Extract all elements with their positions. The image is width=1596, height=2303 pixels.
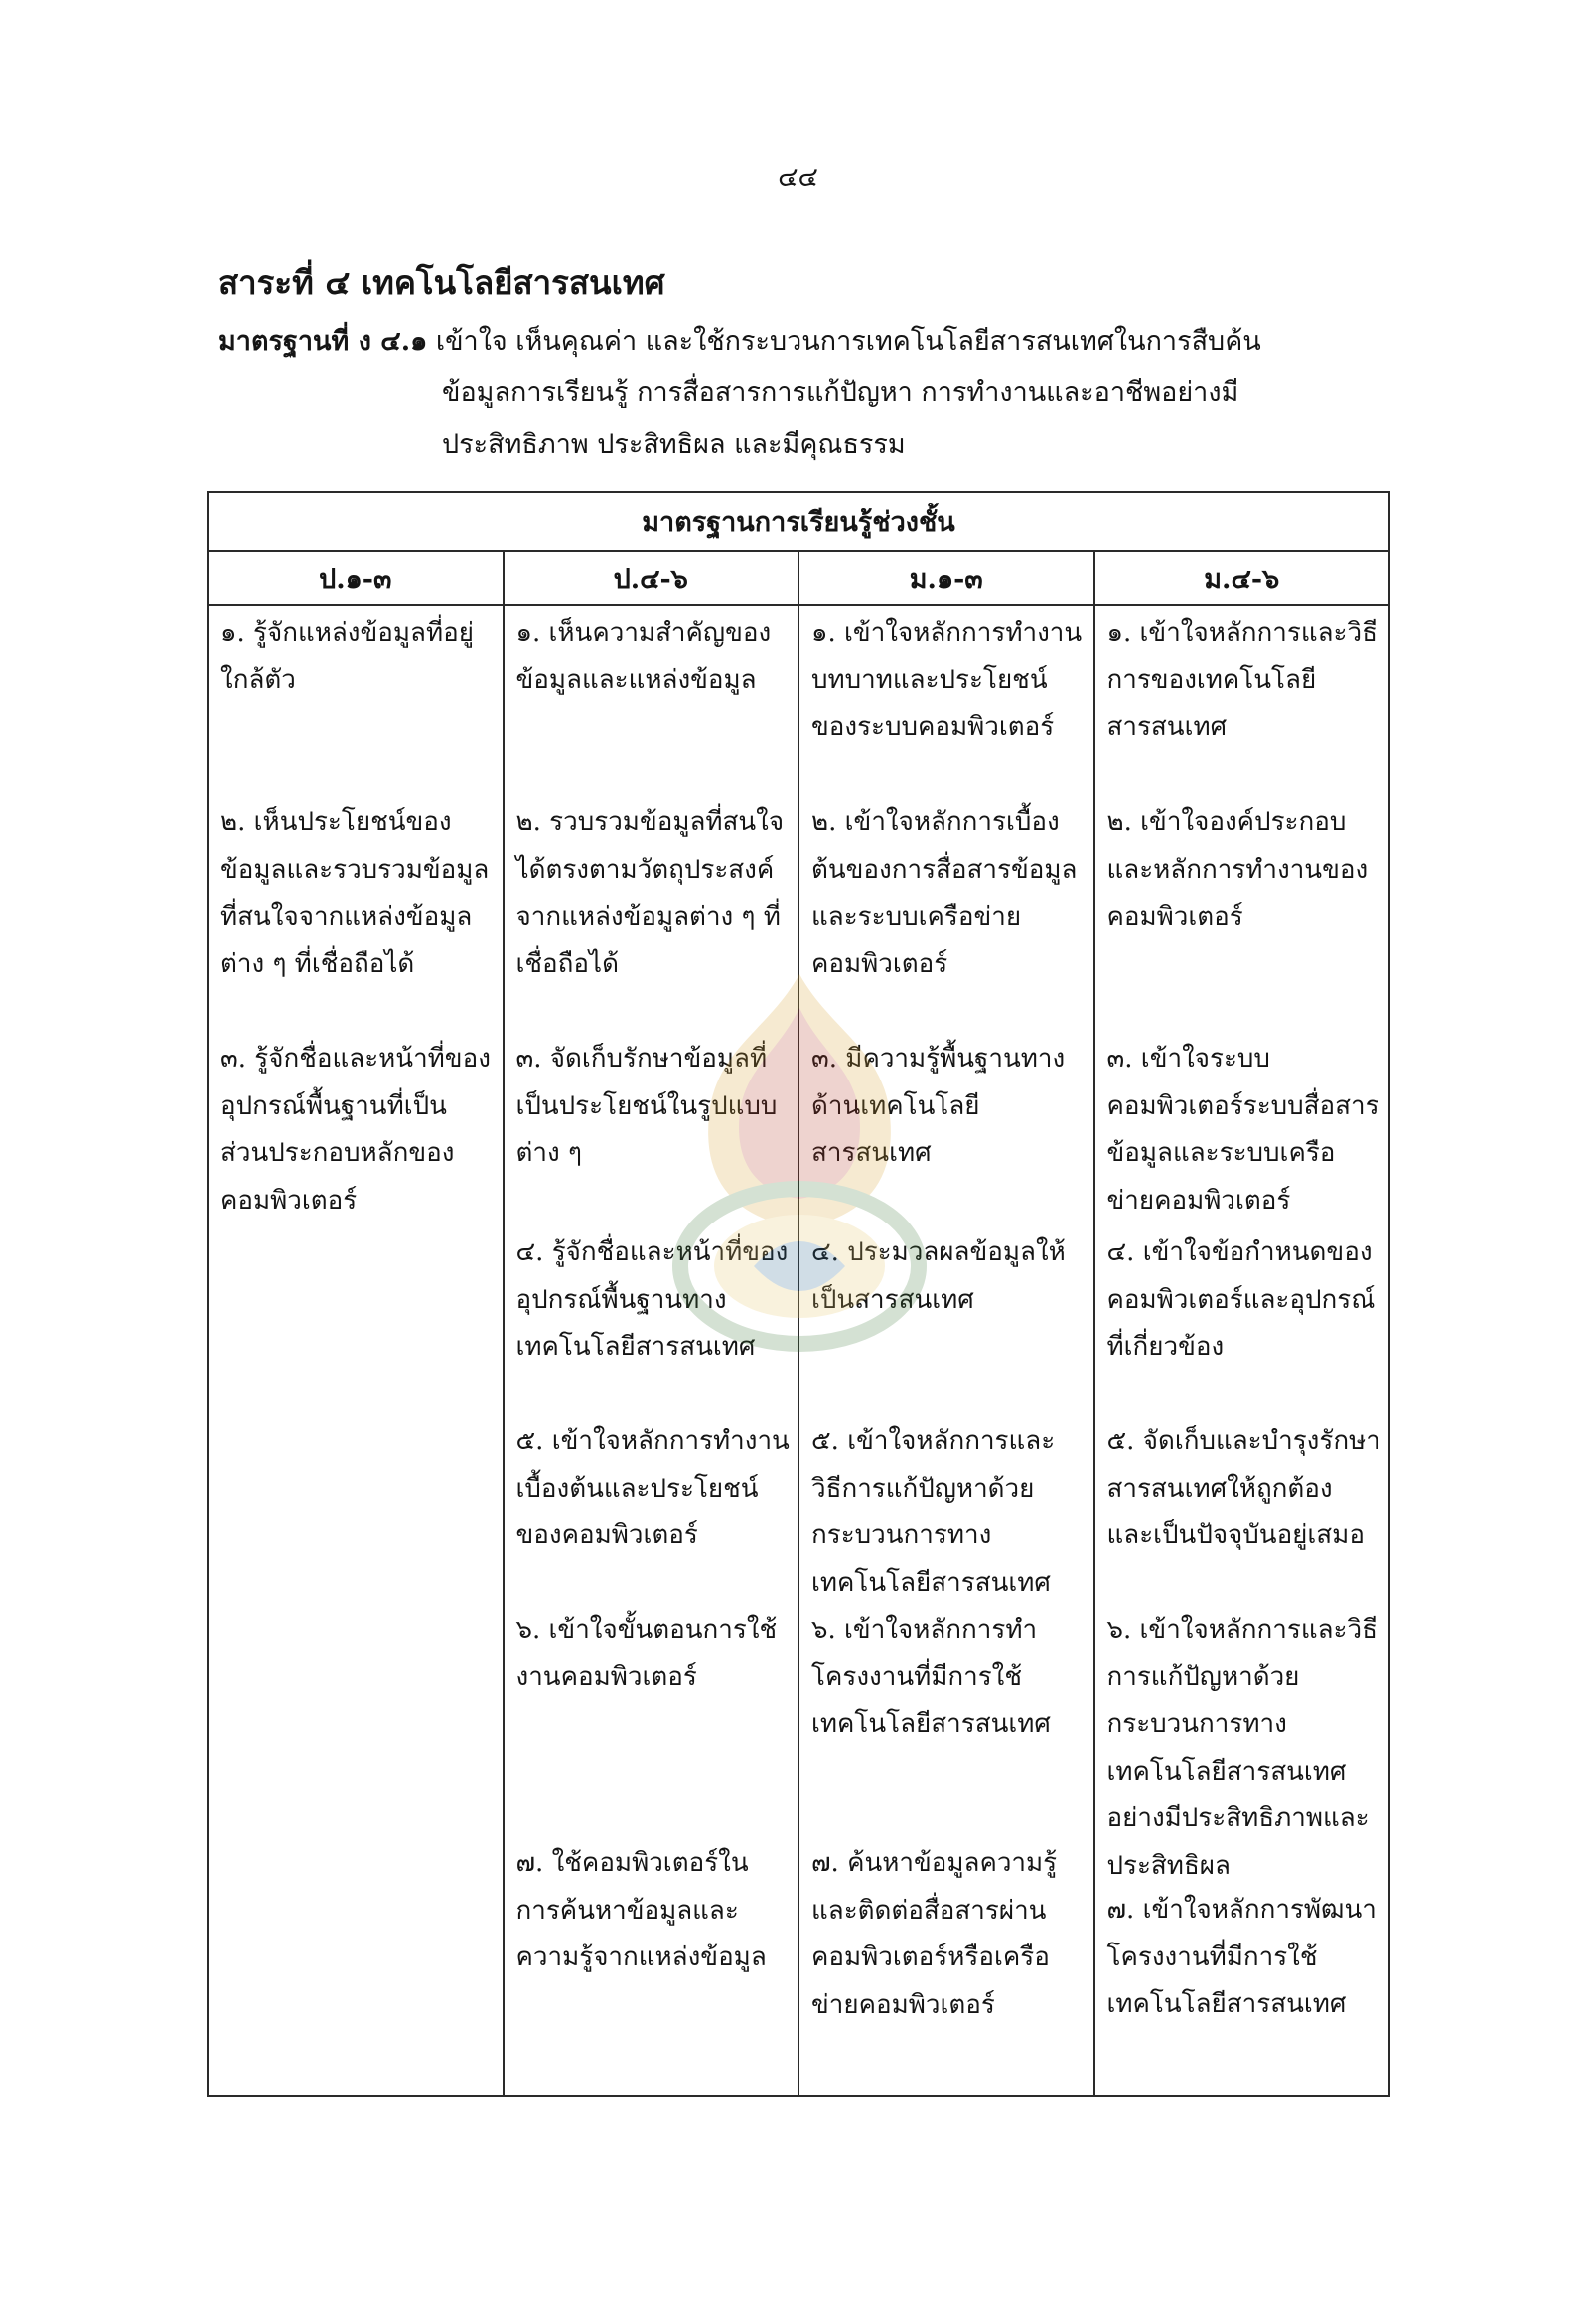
list-item: ๑. เห็นความสำคัญของข้อมูลและแหล่งข้อมูล: [515, 618, 772, 695]
learning-standards-table: [207, 491, 1390, 2097]
list-item: ๒. เข้าใจหลักการเบื้องต้นของการสื่อสารข้อมูลและระบบเครือข่ายคอมพิวเตอร์: [811, 807, 1078, 979]
list-item: ๑. รู้จักแหล่งข้อมูลที่อยู่ใกล้ตัว: [220, 618, 474, 695]
section-heading: สาระที่ ๔ เทคโนโลยีสารสนเทศ: [218, 263, 665, 302]
table-title: มาตรฐานการเรียนรู้ช่วงชั้น: [208, 492, 1389, 551]
list-item: ๓. มีความรู้พื้นฐานทางด้านเทคโนโลยีสารสนเทศ: [811, 1044, 1066, 1168]
list-item: ๗. ใช้คอมพิวเตอร์ในการค้นหาข้อมูลและความรู้จากแหล่งข้อมูล: [515, 1848, 767, 1972]
list-item: ๖. เข้าใจขั้นตอนการใช้งานคอมพิวเตอร์: [515, 1615, 778, 1692]
column-m4-6: [1094, 605, 1390, 2096]
standard-line-3: ประสิทธิภาพ ประสิทธิผล และมีคุณธรรม: [442, 429, 906, 460]
list-item: ๓. จัดเก็บรักษาข้อมูลที่เป็นประโยชน์ในรูปแบบต่าง ๆ: [515, 1044, 778, 1168]
list-item: ๖. เข้าใจหลักการทำโครงงานที่มีการใช้เทคโนโลยีสารสนเทศ: [811, 1615, 1051, 1739]
list-item: ๑. เข้าใจหลักการและวิธีการของเทคโนโลยีสารสนเทศ: [1106, 618, 1378, 742]
list-item: ๕. เข้าใจหลักการทำงานเบื้องต้นและประโยชน์ของคอมพิวเตอร์: [515, 1426, 790, 1550]
list-item: ๔. รู้จักชื่อและหน้าที่ของอุปกรณ์พื้นฐานทางเทคโนโลยีสารสนเทศ: [515, 1237, 789, 1362]
list-item: ๑. เข้าใจหลักการทำงาน บทบาทและประโยชน์ของระบบคอมพิวเตอร์: [811, 618, 1083, 742]
list-item: ๖. เข้าใจหลักการและวิธีการแก้ปัญหาด้วยกระบวนการทางเทคโนโลยีสารสนเทศอย่างมีประสิทธิภาพและประสิทธิผล: [1106, 1615, 1378, 1881]
standard-line-2: ข้อมูลการเรียนรู้ การสื่อสารการแก้ปัญหา การทำงานและอาชีพอย่างมี: [442, 377, 1239, 408]
list-item: ๒. รวบรวมข้อมูลที่สนใจ ได้ตรงตามวัตถุประสงค์จากแหล่งข้อมูลต่าง ๆ ที่เชื่อถือได้: [515, 807, 785, 979]
list-item: ๒. เข้าใจองค์ประกอบและหลักการทำงานของคอมพิวเตอร์: [1106, 807, 1369, 932]
level-header-p1-3: ป.๑-๓: [208, 551, 504, 605]
list-item: ๔. ประมวลผลข้อมูลให้เป็นสารสนเทศ: [811, 1237, 1066, 1315]
list-item: ๗. ค้นหาข้อมูลความรู้และติดต่อสื่อสารผ่านคอมพิวเตอร์หรือเครือข่ายคอมพิวเตอร์: [811, 1848, 1058, 2020]
list-item: ๗. เข้าใจหลักการพัฒนาโครงงานที่มีการใช้เทคโนโลยีสารสนเทศ: [1106, 1895, 1377, 2019]
list-item: ๓. รู้จักชื่อและหน้าที่ของอุปกรณ์พื้นฐานที่เป็นส่วนประกอบหลักของคอมพิวเตอร์: [220, 1044, 491, 1216]
page-number: ๔๔: [778, 162, 818, 193]
list-item: ๓. เข้าใจระบบคอมพิวเตอร์ระบบสื่อสารข้อมูลและระบบเครือข่ายคอมพิวเตอร์: [1106, 1044, 1379, 1216]
standard-label: มาตรฐานที่ ง ๔.๑: [218, 326, 428, 357]
list-item: ๒. เห็นประโยชน์ของข้อมูลและรวบรวมข้อมูลที่สนใจจากแหล่งข้อมูลต่าง ๆ ที่เชื่อถือได้: [220, 807, 490, 979]
level-header-m1-3: ม.๑-๓: [798, 551, 1094, 605]
standard-statement: [218, 316, 1390, 471]
column-p1-3: [208, 605, 504, 2096]
list-item: ๔. เข้าใจข้อกำหนดของคอมพิวเตอร์และอุปกรณ์ที่เกี่ยวข้อง: [1106, 1237, 1376, 1362]
level-header-m4-6: ม.๔-๖: [1094, 551, 1390, 605]
list-item: ๕. จัดเก็บและบำรุงรักษา สารสนเทศให้ถูกต้อง และเป็นปัจจุบันอยู่เสมอ: [1106, 1426, 1380, 1550]
list-item: ๕. เข้าใจหลักการและวิธีการแก้ปัญหาด้วยกระบวนการทางเทคโนโลยีสารสนเทศ: [811, 1426, 1056, 1598]
column-p4-6: [504, 605, 799, 2096]
level-header-p4-6: ป.๔-๖: [504, 551, 799, 605]
column-m1-3: [798, 605, 1094, 2096]
standard-line-1: เข้าใจ เห็นคุณค่า และใช้กระบวนการเทคโนโลยีสารสนเทศในการสืบค้น: [435, 326, 1261, 357]
